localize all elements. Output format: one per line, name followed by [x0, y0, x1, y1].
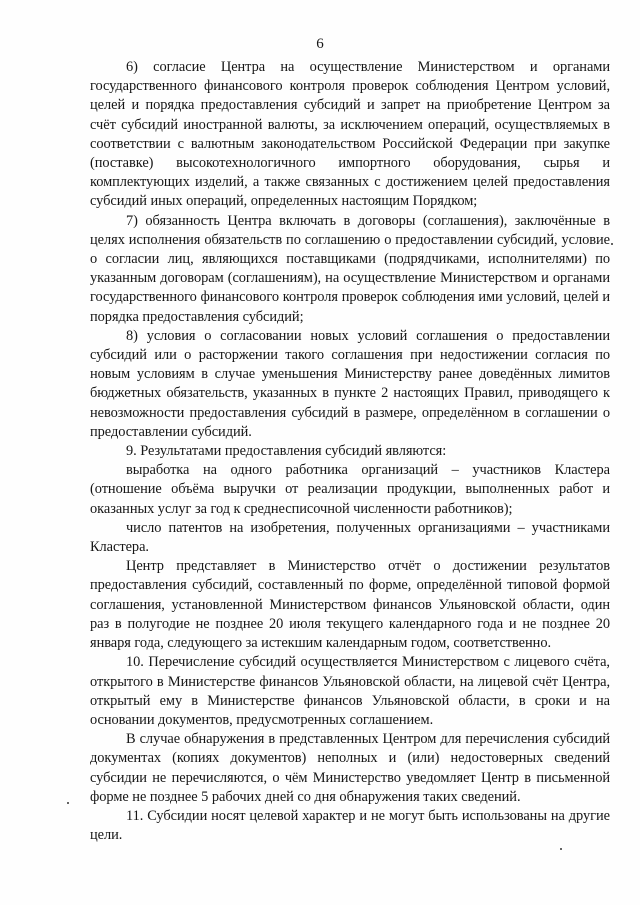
paragraph-section-9: 9. Результатами предоставления субсидий являются:: [126, 443, 447, 460]
paragraph-report: Центр представляет в Министерство отчёт о достижении результатов предоставления субсидий, составленный по форме, определённой типовой формой соглашения, установленной Министерством финансов Ульяновской области, один раз в полугодие не позднее 20 июля текущего календарного года и не позднее 20 января года, следующего за истекшим календарным годом, соответственно.: [90, 558, 610, 652]
paragraph-result-patents: число патентов на изобретения, полученных организациями – участниками Кластера.: [90, 519, 610, 556]
paragraph-item-8: 8) условия о согласовании новых условий соглашения о предоставлении субсидий или о расторжении такого соглашения при недостижении согласия по новым условиям в случае уменьшения Министерству ранее доведённых лимитов бюджетных обязательств, указанных в пункте 2 настоящих Правил, приводящего к невозможности предоставления субсидий в размере, определённом в соглашении о предоставлении субсидий.: [90, 327, 610, 440]
document-body: [90, 58, 610, 845]
paragraph-item-6: 6) согласие Центра на осуществление Министерством и органами государственного финансового контроля проверок соблюдения Центром условий, целей и порядка предоставления субсидий и запрет на приобретение Центром за счёт субсидий иностранной валюты, за исключением операций, осуществляемых в соответствии с валютным законодательством Российской Федерации при закупке (поставке) высокотехнологичного импортного оборудования, сырья и комплектующих изделий, а также связанных с достижением целей предоставления субсидий иных операций, определенных настоящим Порядком;: [90, 59, 610, 210]
scan-speck: [67, 802, 69, 804]
page-number: 6: [316, 36, 324, 52]
paragraph-item-7: 7) обязанность Центра включать в договоры (соглашения), заключённые в целях исполнения обязательств по соглашению о предоставлении субсидий, условие о согласии лиц, являющихся поставщиками (подрядчиками, исполнителями) по указанным договорам (соглашениям), на осуществление Министерством и органами государственного финансового контроля проверок соблюдения ими условий, целей и порядка предоставления субсидий;: [90, 212, 610, 325]
scan-speck: [560, 848, 562, 850]
paragraph-section-11: 11. Субсидии носят целевой характер и не могут быть использованы на другие цели.: [90, 807, 610, 844]
scan-speck: [611, 243, 613, 245]
paragraph-result-output: выработка на одного работника организаций – участников Кластера (отношение объёма выручки от реализации продукции, выполненных работ и оказанных услуг за год к среднесписочной численности работников);: [90, 462, 610, 517]
paragraph-documents-check: В случае обнаружения в представленных Центром для перечисления субсидий документах (копиях документов) неполных и (или) недостоверных сведений субсидии не перечисляются, о чём Министерство уведомляет Центр в письменной форме не позднее 5 рабочих дней со дня обнаружения таких сведений.: [90, 731, 610, 805]
paragraph-section-10: 10. Перечисление субсидий осуществляется Министерством с лицевого счёта, открытого в Министерстве финансов Ульяновской области, на лицевой счёт Центра, открытый ему в Министерстве финансов Ульяновской области, в сроки и на основании документов, предусмотренных соглашением.: [90, 654, 610, 728]
